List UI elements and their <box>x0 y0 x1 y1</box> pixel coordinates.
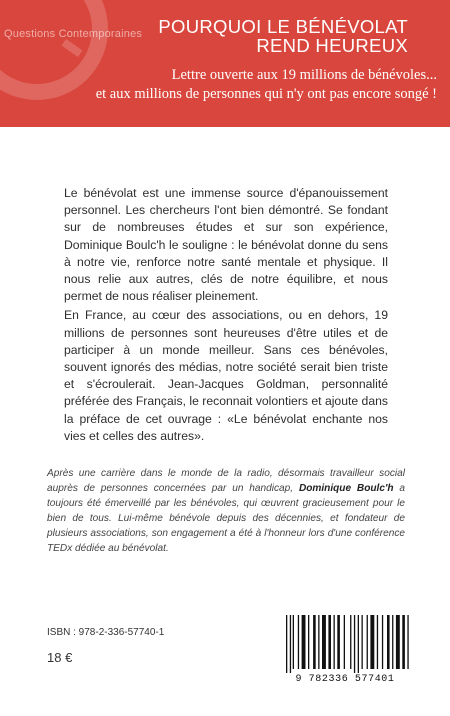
barcode <box>278 615 412 685</box>
author-name: Dominique Boulc'h <box>298 483 394 494</box>
barcode-bar <box>313 615 316 669</box>
barcode-bar <box>318 615 319 669</box>
barcode-bar <box>362 615 363 669</box>
barcode-bar <box>298 615 299 669</box>
barcode-bar <box>308 615 309 669</box>
barcode-bar <box>337 615 340 669</box>
barcode-bar <box>407 615 408 669</box>
barcode-bar <box>370 615 374 669</box>
barcode-bar <box>350 615 351 669</box>
barcode-bar <box>328 615 331 669</box>
barcode-digits: 9 782336 577401 <box>295 674 395 685</box>
blurb-paragraph-1: Le bénévolat est une immense source d'épanouissement personnel. Les chercheurs l'ont bien démontré. Se fondant sur de nombreuses études et sur son expérience, Dominique Boulc'h le souligne : le bénévolat donne du sens à notre vie, renforce notre santé mentale et physique. Il nous relie aux autres, clés de notre équilibre, et nous permet de nous réaliser pleinement. <box>64 186 388 304</box>
book-title-line1: POURQUOI LE BÉNÉVOLAT <box>158 16 408 37</box>
barcode-bar <box>322 615 326 669</box>
header-banner <box>0 0 450 127</box>
barcode-bar <box>392 615 393 669</box>
barcode-bar <box>293 615 294 669</box>
barcode-bar <box>396 615 400 669</box>
barcode-bar <box>377 615 378 669</box>
barcode-bar <box>367 615 368 669</box>
book-subtitle-line2: et aux millions de personnes qui n'y ont pas encore songé ! <box>95 86 437 102</box>
series-label: Questions Contemporaines <box>4 28 143 40</box>
book-subtitle-line1: Lettre ouverte aux 19 millions de bénévoles... <box>171 67 437 83</box>
barcode-bar <box>334 615 335 669</box>
barcode-bar <box>286 615 287 673</box>
barcode-bar <box>302 615 306 669</box>
barcode-bar <box>387 615 390 669</box>
author-bio-intro: Après une carrière dans le monde de la radio, désormais travailleur social auprès de personnes concernées par un handicap, <box>47 468 405 494</box>
book-title-line2: REND HEUREUX <box>256 35 408 56</box>
price-label: 18 € <box>47 650 73 665</box>
blurb <box>64 185 388 445</box>
isbn-label: ISBN : 978-2-336-57740-1 <box>47 627 165 638</box>
barcode-bar <box>354 615 355 673</box>
barcode-bar <box>344 615 345 669</box>
barcode-bar <box>358 615 359 673</box>
book-subtitle <box>17 66 437 104</box>
barcode-bar <box>290 615 291 673</box>
barcode-bars <box>278 615 412 673</box>
barcode-bar <box>402 615 405 669</box>
author-bio-rest: a toujours été émerveillé par les bénévoles, qui œuvrent gracieusement pour le bien de tous. Lui-même bénévole depuis des décennies, et fondateur de plusieurs associations, son engagement a été à l'honneur lors d'une conférence TEDx dédiée au bénévolat. <box>47 483 406 554</box>
author-bio <box>47 466 405 556</box>
barcode-bar <box>382 615 383 669</box>
book-title <box>108 17 408 55</box>
blurb-paragraph-2: En France, au cœur des associations, ou en dehors, 19 millions de personnes sont heureuses d'être utiles et de participer à un monde meilleur. Sans ces bénévoles, souvent ignorés des médias, notre société serait bien triste et s'écroulerait. Jean-Jacques Goldman, personnalité préférée des Français, le reconnait volontiers et ajoute dans la préface de cet ouvrage : «Le bénévolat enchante nos vies et celles des autres». <box>64 308 388 443</box>
